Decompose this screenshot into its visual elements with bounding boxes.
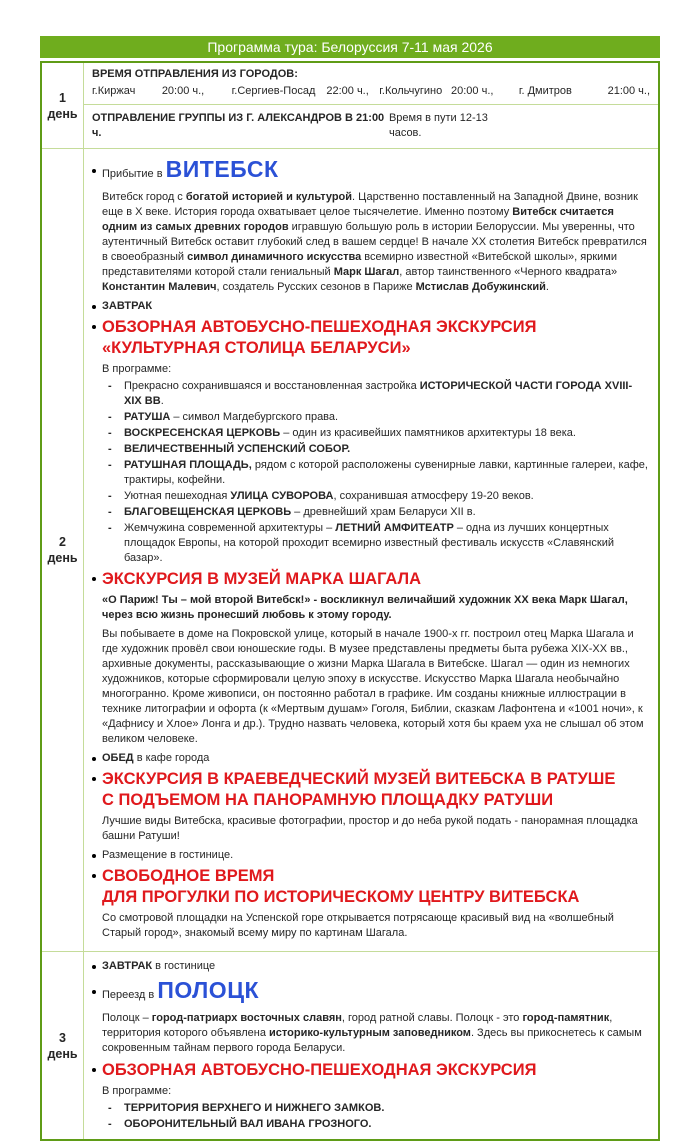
chagall-museum-heading (90, 569, 648, 590)
program-label: В программе: (102, 363, 172, 375)
departure-time: 20:00 ч., (161, 85, 205, 97)
dash-marker: - (108, 380, 112, 392)
day-word: день (47, 106, 78, 121)
program-item: - Уютная пешеходная УЛИЦА СУВОРОВА, сохранившая атмосферу 19-20 веков. (102, 489, 648, 504)
bullet-icon (92, 169, 96, 173)
bullet-icon (92, 874, 96, 878)
tour-program-document (40, 36, 660, 1141)
day-number: 3 (59, 1030, 66, 1045)
program-item: - ОБОРОНИТЕЛЬНЫЙ ВАЛ ИВАНА ГРОЗНОГО. (102, 1117, 648, 1132)
group-departure-block (84, 105, 658, 148)
day-2-content (84, 149, 658, 951)
city-name-polotsk: ПОЛОЦК (157, 977, 260, 1003)
breakfast-text: ЗАВТРАК (102, 300, 153, 312)
transfer-line (90, 977, 648, 1008)
tour-heading-line1: СВОБОДНОЕ ВРЕМЯ (102, 867, 275, 885)
polotsk-intro-paragraph: Полоцк – город-патриарх восточных славян, город ратной славы. Полоцк - это город-памятник, территория которого объявлена историко-культурным заповедником. Здесь вы прикоснетесь к самым сокровенным тайнам первого города Беларуси. (102, 1012, 642, 1054)
dash-marker: - (108, 1102, 112, 1114)
tour-heading-line1: ОБЗОРНАЯ АВТОБУСНО-ПЕШЕХОДНАЯ ЭКСКУРСИЯ (102, 318, 537, 336)
hotel-line (90, 848, 648, 863)
tour-heading-line1: ЭКСКУРСИЯ В КРАЕВЕДЧЕСКИЙ МУЗЕЙ ВИТЕБСКА В РАТУШЕ (102, 770, 616, 788)
day-number: 2 (59, 535, 66, 549)
tour-title-bar: Программа тура: Белоруссия 7-11 мая 2026 (40, 36, 660, 58)
program-item: - ТЕРРИТОРИЯ ВЕРХНЕГО И НИЖНЕГО ЗАМКОВ. (102, 1101, 648, 1116)
tour-heading-line2: «КУЛЬТУРНАЯ СТОЛИЦА БЕЛАРУСИ» (102, 339, 411, 357)
bullet-icon (92, 325, 96, 329)
chagall-quote: «О Париж! Ты – мой второй Витебск!» - воскликнул величайший художник XX века Марк Шагал, через всю жизнь пронесший любовь к этому городу. (102, 594, 628, 621)
dash-marker: - (108, 1118, 112, 1130)
city-name-vitebsk: ВИТЕБСК (165, 156, 279, 182)
day-number: 1 (59, 90, 66, 105)
dash-marker: - (108, 443, 112, 455)
free-time-heading (90, 866, 648, 908)
lunch-text: ОБЕД в кафе города (102, 752, 210, 764)
dash-marker: - (108, 427, 112, 439)
program-item: - Прекрасно сохранившаяся и восстановленная застройка ИСТОРИЧЕСКОЙ ЧАСТИ ГОРОДА XVIII-XIX ВВ. (102, 379, 648, 409)
lunch-line (90, 751, 648, 766)
bullet-icon (92, 965, 96, 969)
bullet-icon (92, 990, 96, 994)
day-2-row (42, 148, 658, 951)
program-label: В программе: (102, 1085, 172, 1097)
departure-time: 20:00 ч., (451, 85, 494, 97)
tour-heading-line1: ЭКСКУРСИЯ В МУЗЕЙ МАРКА ШАГАЛА (102, 570, 422, 588)
departure-city: г. Дмитров (518, 85, 572, 97)
arrival-prefix: Прибытие в (102, 168, 166, 180)
chagall-description: Вы побываете в доме на Покровской улице, который в начале 1900-х гг. построил отец Марка Шагала и где художник провёл свои юношеские годы. В музее представлены предметы быта рубежа XIX-XX вв., архивные документы, рассказывающие о жизни Марка Шагала в Витебске. Шагал — один из немногих художников, которые сформировали целую эпоху в искусстве. Искусство Марка Шагала необычайно многогранно. Кроме живописи, он постоянно работал в графике. Им созданы книжные иллюстрации в технике литографии и офорта (к «Мертвым душам» Гоголя, Библии, сказкам Лафонтена и «1001 ночи», к «Дафнису и Хлое» Лонга и др.). Трудно назвать человека, который хотя бы краем уха не слышал об этом великом человеке. (102, 628, 644, 745)
bullet-icon (92, 854, 96, 858)
departure-city: г.Киржач (92, 85, 136, 97)
tour-program-table (40, 61, 660, 1141)
local-history-museum-heading (90, 769, 648, 811)
dash-marker: - (108, 506, 112, 518)
ratusha-description: Лучшие виды Витебска, красивые фотографии, простор и до неба рукой подать - панорамная площадка башни Ратуши! (102, 815, 638, 842)
day-word: день (47, 1046, 78, 1061)
program-item: - РАТУШНАЯ ПЛОЩАДЬ, рядом с которой расположены сувенирные лавки, картинные галереи, кафе, трактиры, кофейни. (102, 458, 648, 488)
departure-times-block (84, 63, 658, 105)
program-item: - ВЕЛИЧЕСТВЕННЫЙ УСПЕНСКИЙ СОБОР. (102, 442, 648, 457)
day-1-row (42, 63, 658, 148)
dash-marker: - (108, 459, 112, 471)
departure-cities-line (92, 84, 650, 99)
day-3-cell (42, 952, 84, 1139)
program-item: - Жемчужина современной архитектуры – ЛЕТНИЙ АМФИТЕАТР – одна из лучших концертных площадок Европы, на которой проходит всемирно известный фестиваль искусств «Славянский базар». (102, 521, 648, 566)
day-3-row (42, 951, 658, 1139)
bullet-icon (92, 305, 96, 309)
travel-time-text: Время в пути 12-13 часов. (388, 112, 488, 139)
city-tour-heading (90, 1060, 648, 1081)
group-departure-text: ОТПРАВЛЕНИЕ ГРУППЫ ИЗ Г. АЛЕКСАНДРОВ В 21:00 ч. (92, 112, 385, 139)
dash-marker: - (108, 411, 112, 423)
dash-marker: - (108, 522, 112, 534)
tour-heading-line2: С ПОДЪЕМОМ НА ПАНОРАМНУЮ ПЛОЩАДКУ РАТУШИ (102, 791, 554, 809)
program-item: - ВОСКРЕСЕНСКАЯ ЦЕРКОВЬ – один из красивейших памятников архитектуры 18 века. (102, 426, 648, 441)
breakfast-line (90, 299, 648, 314)
day-word: день (47, 551, 78, 565)
city-tour-heading (90, 317, 648, 359)
bullet-icon (92, 577, 96, 581)
vitebsk-intro-paragraph: Витебск город с богатой историей и культурой. Царственно поставленный на Западной Двине, возник еще в X веке. История города охватывает целое тысячелетие. Именно поэтому Витебск считается одним из самых древних городов игравшую большую роль в истории Белоруссии. Мы уверенны, что аутентичный Витебск оставит глубокий след в вашем сердце! В начале XX столетия Витебск превратился в своеобразный символ динамичного искусства всемирно известной «Витебской школы», яркими представителями которой стали гениальный Марк Шагал, автор таинственного «Черного квадрата» Константин Малевич, создатель Русских сезонов в Париже Мстислав Добужинский. (102, 191, 647, 293)
tour-heading-line2: ДЛЯ ПРОГУЛКИ ПО ИСТОРИЧЕСКОМУ ЦЕНТРУ ВИТЕБСКА (102, 888, 580, 906)
breakfast-text: ЗАВТРАК в гостинице (102, 960, 216, 972)
program-item: - РАТУША – символ Магдебургского права. (102, 410, 648, 425)
departure-city: г.Кольчугино (379, 85, 443, 97)
bullet-icon (92, 757, 96, 761)
dash-marker: - (108, 490, 112, 502)
program-item: - БЛАГОВЕЩЕНСКАЯ ЦЕРКОВЬ – древнейший храм Беларуси XII в. (102, 505, 648, 520)
departure-city: г.Сергиев-Посад (231, 85, 316, 97)
hotel-text: Размещение в гостинице. (102, 849, 234, 861)
departure-time: 21:00 ч., (607, 85, 651, 97)
free-time-description: Со смотровой площадки на Успенской горе открывается потрясающе красивый вид на «волшебный Старый город», знакомый всему миру по картинам Шагала. (102, 912, 614, 939)
bullet-icon (92, 1068, 96, 1072)
bullet-icon (92, 777, 96, 781)
breakfast-line (90, 959, 648, 974)
transfer-prefix: Переезд в (102, 989, 158, 1001)
day-1-content (84, 63, 658, 148)
day-3-content (84, 952, 658, 1139)
departure-times-title: ВРЕМЯ ОТПРАВЛЕНИЯ ИЗ ГОРОДОВ: (92, 68, 298, 80)
tour-heading-line1: ОБЗОРНАЯ АВТОБУСНО-ПЕШЕХОДНАЯ ЭКСКУРСИЯ (102, 1061, 537, 1079)
day-2-cell (42, 149, 84, 951)
departure-time: 22:00 ч., (326, 85, 369, 97)
day-1-cell (42, 63, 84, 148)
arrival-line (90, 156, 648, 187)
